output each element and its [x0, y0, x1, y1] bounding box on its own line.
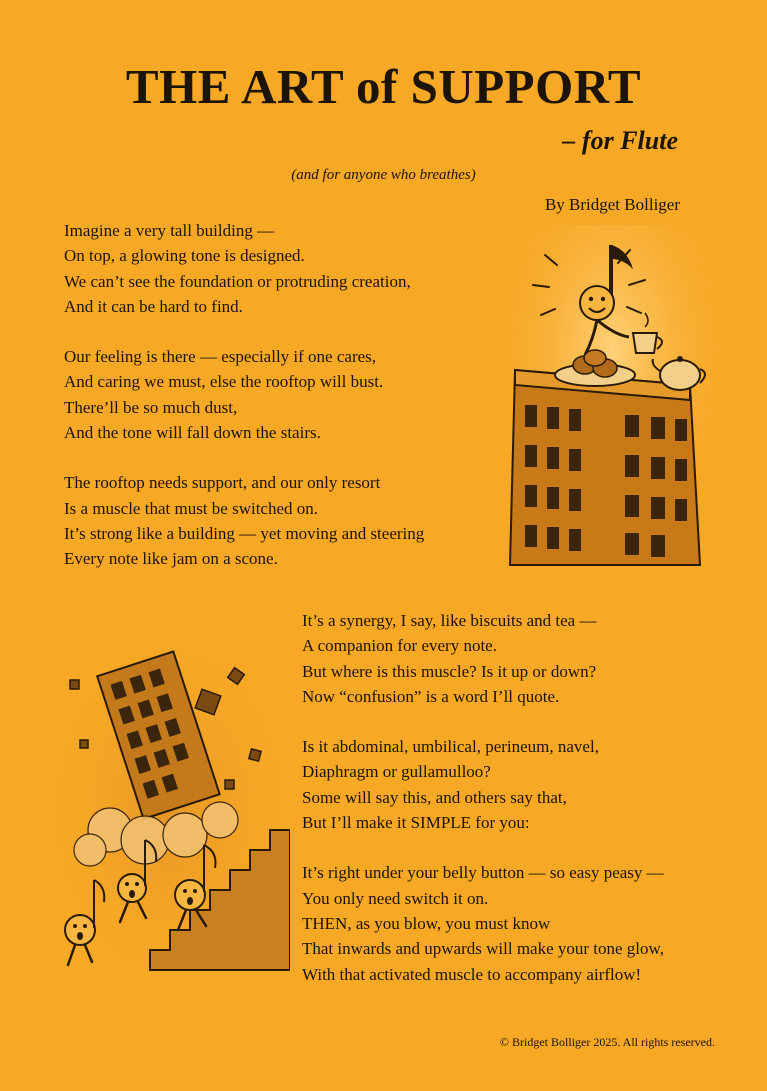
poem-line: Is it abdominal, umbilical, perineum, navel, — [302, 737, 599, 757]
poem-line: And the tone will fall down the stairs. — [64, 423, 321, 443]
author-byline: By Bridget Bolliger — [544, 195, 680, 214]
poem-line: You only need switch it on. — [302, 888, 489, 908]
poem-line: It’s strong like a building — yet moving and steering — [64, 523, 425, 543]
subtitle: – for Flute — [562, 126, 678, 155]
stanza — [64, 470, 424, 571]
stanza — [302, 734, 664, 835]
poem-line: Some will say this, and others say that, — [302, 787, 567, 807]
stanza — [64, 218, 424, 319]
poem-line: Every note like jam on a scone. — [64, 549, 278, 569]
poem-line: It’s right under your belly button — so easy peasy — — [302, 863, 664, 883]
poem-line: Is a muscle that must be switched on. — [64, 498, 319, 518]
stanza — [64, 344, 424, 445]
note-on-building-illustration — [505, 225, 720, 580]
poem-line: Our feeling is there — especially if one cares, — [64, 347, 377, 367]
poem-line: With that activated muscle to accompany airflow! — [302, 964, 642, 984]
poem-line: We can’t see the foundation or protruding creation, — [64, 271, 411, 291]
poem-line: THEN, as you blow, you must know — [302, 913, 551, 933]
poem-line: That inwards and upwards will make your tone glow, — [302, 939, 664, 959]
poem-line: On top, a glowing tone is designed. — [64, 246, 305, 266]
poem-line: But I’ll make it SIMPLE for you: — [302, 813, 530, 833]
poem-line: Now “confusion” is a word I’ll quote. — [302, 686, 560, 706]
poem-line: But where is this muscle? Is it up or down? — [302, 661, 597, 681]
dedication: (and for anyone who breathes) — [291, 167, 476, 183]
poem-line: Imagine a very tall building — — [64, 221, 275, 240]
poem-line: A companion for every note. — [302, 636, 497, 656]
poem-line: And it can be hard to find. — [64, 296, 243, 316]
poem-line: The rooftop needs support, and our only resort — [64, 473, 381, 493]
poem-line: Diaphragm or gullamulloo? — [302, 762, 491, 782]
poem-line: And caring we must, else the rooftop will bust. — [64, 372, 384, 392]
copyright-notice: © Bridget Bolliger 2025. All rights reserved. — [499, 1035, 715, 1049]
stanza — [302, 860, 664, 986]
poem-part-two — [302, 608, 664, 1012]
poem-part-one — [64, 218, 424, 597]
poem-line: There’ll be so much dust, — [64, 397, 238, 417]
stanza — [302, 608, 664, 709]
collapsing-building-illustration — [50, 640, 290, 980]
page-title: THE ART of SUPPORT — [125, 59, 642, 114]
poem-line: It’s a synergy, I say, like biscuits and tea — — [302, 611, 597, 630]
